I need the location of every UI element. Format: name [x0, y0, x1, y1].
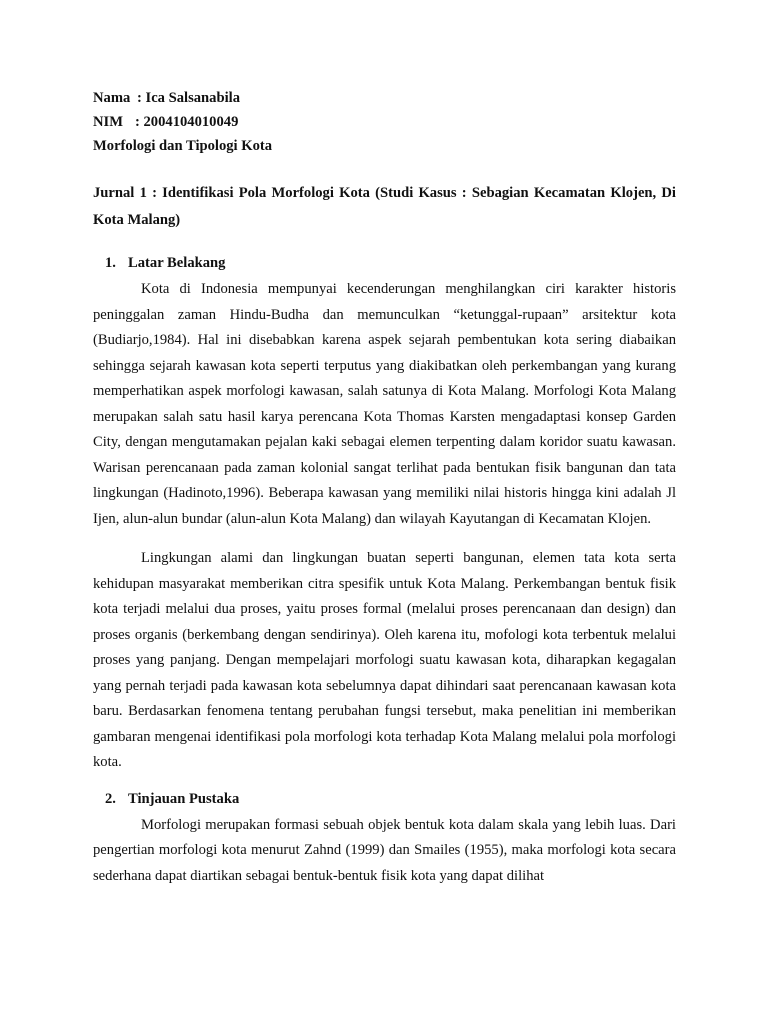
paragraph: Lingkungan alami dan lingkungan buatan seperti bangunan, elemen tata kota serta kehidupan masyarakat memberikan citra spesifik untuk Kota Malang. Perkembangan bentuk fisik kota terjadi melalui dua proses, yaitu proses formal (melalui proses perencanaan dan design) dan proses organis (berkembang dengan sendirinya). Oleh karena itu, mofologi kota terbentuk melalui proses yang panjang. Dengan mempelajari morfologi suatu kawasan kota, diharapkan kegagalan yang pernah terjadi pada kawasan kota sebelumnya dapat dihindari saat perencanaan kawasan kota baru. Berdasarkan fenomena tentang perubahan fungsi tersebut, maka penelitian ini memberikan gambaran mengenai identifikasi pola morfologi kota terhadap Kota Malang melalui pola morfologi kota. — [93, 550, 676, 770]
nim-value: : 2004104010049 — [135, 114, 239, 130]
journal-title: Jurnal 1 : Identifikasi Pola Morfologi Kota (Studi Kasus : Sebagian Kecamatan Klojen, Di Kota Malang) — [93, 185, 676, 228]
student-name-line — [93, 86, 676, 110]
section-heading-latar-belakang — [93, 250, 676, 277]
nim-label: NIM — [93, 114, 123, 130]
course-title: Morfologi dan Tipologi Kota — [93, 138, 273, 154]
paragraph: Kota di Indonesia mempunyai kecenderungan menghilangkan ciri karakter historis peninggalan zaman Hindu-Budha dan memunculkan “ketunggal-rupaan” arsitektur kota (Budiarjo,1984). Hal ini disebabkan karena aspek sejarah pembentukan kota sering diabaikan sehingga sejarah kawasan kota seperti terputus yang diakibatkan oleh perkembangan yang kurang memperhatikan aspek morfologi kawasan, salah satunya di Kota Malang. Morfologi Kota Malang merupakan salah satu hasil karya perencana Kota Thomas Karsten mengadaptasi konsep Garden City, dengan mengutamakan pejalan kaki sebagai elemen terpenting dalam koridor suatu kawasan. Warisan perencanaan pada zaman kolonial sangat terlihat pada bentukan fisik bangunan dan tata lingkungan (Hadinoto,1996). Beberapa kawasan yang memiliki nilai historis hingga kini adalah Jl Ijen, alun-alun bundar (alun-alun Kota Malang) dan wilayah Kayutangan di Kecamatan Klojen. — [93, 281, 676, 527]
section-number: 2. — [105, 790, 116, 807]
section-number: 1. — [105, 255, 116, 271]
section-title: Latar Belakang — [128, 255, 226, 271]
name-value: : Ica Salsanabila — [137, 90, 240, 106]
section-title: Tinjauan Pustaka — [128, 790, 240, 807]
paragraph: Morfologi merupakan formasi sebuah objek bentuk kota dalam skala yang lebih luas. Dari pengertian morfologi kota menurut Zahnd (1999) dan Smailes (1955), maka morfologi kota secara sederhana dapat diartikan sebagai bentuk-bentuk fisik kota yang dapat dilihat — [93, 816, 676, 884]
name-label: Nama — [93, 90, 131, 106]
student-nim-line — [93, 110, 676, 134]
section-heading-tinjauan-pustaka — [93, 786, 676, 813]
